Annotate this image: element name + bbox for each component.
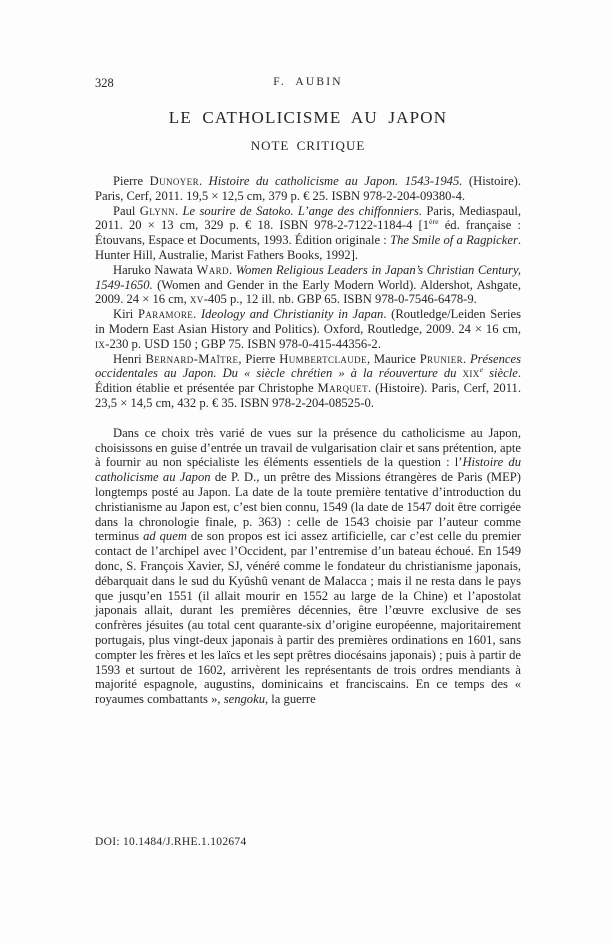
text-segment: Haruko Nawata	[113, 262, 197, 277]
bibliography-entry	[95, 263, 521, 307]
text-segment: (Histoire). Paris, Cerf, 2011. 19,5 × 12,5 cm, 379 p. € 25. ISBN 978-2-204-09380-4.	[95, 174, 522, 203]
text-segment: -230 p. USD 150 ; GBP 75. ISBN 978-0-415-44356-2.	[105, 336, 381, 351]
text-segment: .	[193, 307, 201, 322]
text-segment: Henri	[113, 351, 146, 366]
text-segment: , Maurice	[366, 351, 420, 366]
text-segment: xix	[462, 366, 480, 381]
text-segment: ix	[95, 336, 106, 351]
text-segment: .	[463, 351, 470, 366]
text-segment: Pierre	[113, 174, 150, 188]
text-segment: . Édition établie et présentée par Christophe	[95, 366, 521, 396]
text-segment: Ward	[196, 262, 229, 277]
text-segment: siècle	[483, 366, 518, 381]
text-segment: Histoire du catholicisme au Japon. 1543-1945.	[208, 174, 463, 188]
text-segment: , Pierre	[238, 351, 280, 366]
text-segment: e	[479, 365, 484, 375]
text-segment: xv	[189, 292, 204, 307]
text-segment: Présences occidentales au Japon. Du « siècle chrétien » à la réouverture du	[95, 351, 522, 381]
page-header	[95, 76, 521, 91]
text-segment: éd. française : Étouvans, Espace et Documents, 1993. Édition originale :	[95, 218, 521, 248]
page-content	[95, 76, 521, 707]
text-segment: de son propos est ici assez artificielle, car c’est celle du premier contact de l’archipel avec l’Occident, par l’entremise d’un bateau échoué. En 1549 donc, S. François Xavier, SJ, vénéré comme le fondateur du christianisme japonais, débarquait dans le sud du Kyûshû venant de Malacca ; mais il ne resta dans le pays que jusqu’en 1551 (il allait mourir en 1552 au large de la Chine) et l’apostolat japonais allait, durant les premières décennies, être l’œuvre exclusive de ses confrères jésuites (au total cent quarante-six d’origine européenne, majoritairement portugais, plus vingt-deux japonais à partir des premières ordinations en 1601, sans compter les frères et les laïcs et les sept prêtres diocésains japonais) ; puis à partir de 1593 et surtout de 1602, arrivèrent les représentants de trois ordres mendiants à majorité espagnole, augustins, dominicains et franciscains. En ce temps des « royaumes combattants »,	[95, 529, 521, 707]
text-segment: . (Routledge/Leiden Series in Modern East Asian History and Politics). Oxford, Routledge, 2009. 24 × 16 cm,	[95, 307, 521, 336]
text-segment: Kiri	[113, 307, 138, 322]
article-subtitle: NOTE CRITIQUE	[250, 138, 366, 153]
text-segment: sengoku	[223, 692, 265, 707]
text-segment: .	[229, 262, 236, 277]
text-segment: Dans ce choix très varié de vues sur la présence du catholicisme au Japon, choisissons en guise d’entrée un travail de vulgarisation clair et sans prétention, apte à fournir au non spécialiste les éléments essentiels de la question : l’	[95, 425, 521, 470]
bibliography-entry	[95, 174, 521, 204]
text-segment: Paramore	[137, 307, 194, 322]
text-segment: -405 p., 12 ill. nb. GBP 65. ISBN 978-0-7546-6478-9.	[203, 292, 477, 307]
text-segment: . Hunter Hill, Australie, Marist Fathers Books, 1992].	[95, 233, 522, 262]
running-head: F. AUBIN	[273, 76, 343, 88]
page-number: 328	[95, 76, 114, 90]
body-paragraph	[95, 426, 521, 707]
text-segment: Dunoyer	[149, 174, 199, 188]
doi-text: DOI: 10.1484/J.RHE.1.102674	[95, 836, 247, 848]
text-segment: Histoire du catholicisme au Japon	[95, 455, 521, 485]
text-segment: Paul	[113, 203, 140, 218]
text-segment: ère	[429, 217, 439, 227]
bibliography-section	[95, 174, 521, 411]
bibliography-entry	[95, 204, 521, 263]
body-section	[95, 426, 521, 707]
bibliography-entry	[95, 307, 521, 351]
text-segment: Women Religious Leaders in Japan’s Christian Century, 1549-1650.	[95, 262, 521, 292]
bibliography-entry	[95, 352, 521, 411]
text-segment: Prunier	[419, 351, 463, 366]
text-segment: . (Histoire). Paris, Cerf, 2011. 23,5 × 14,5 cm, 432 p. € 35. ISBN 978-2-204-08525-0.	[95, 381, 521, 410]
article-title: LE CATHOLICISME AU JAPON	[168, 108, 448, 127]
text-segment: ad quem	[143, 529, 187, 544]
text-segment: Le sourire de Satoko. L’ange des chiffonniers.	[182, 203, 422, 218]
text-segment: , la guerre	[265, 692, 316, 707]
text-segment: .	[174, 203, 183, 218]
text-segment: Bernard-Maître	[145, 351, 239, 366]
text-segment: Marquet	[317, 381, 369, 396]
text-segment: Glynn	[139, 203, 175, 218]
text-segment: de P. D., un prêtre des Missions étrangères de Paris (MEP) longtemps posté au Japon. La date de la toute première tentative d’introduction du christianisme au Japon est, c’est bien connu, 1549 (la date de 1547 doit être corrigée dans la chronologie finale, p. 363) : celle de 1543 choisie par l’auteur comme terminus	[95, 470, 521, 544]
text-segment: Ideology and Christianity in Japan	[200, 307, 384, 322]
text-segment: Humbertclaude	[279, 351, 367, 366]
text-segment: (Women and Gender in the Early Modern World). Aldershot, Ashgate, 2009. 24 × 16 cm,	[95, 277, 521, 307]
text-segment: The Smile of a Ragpicker	[390, 233, 518, 248]
text-segment: .	[198, 174, 209, 188]
text-segment: Paris, Mediaspaul, 2011. 20 × 13 cm, 329 p. € 18. ISBN 978-2-7122-1184-4 [1	[95, 203, 521, 233]
